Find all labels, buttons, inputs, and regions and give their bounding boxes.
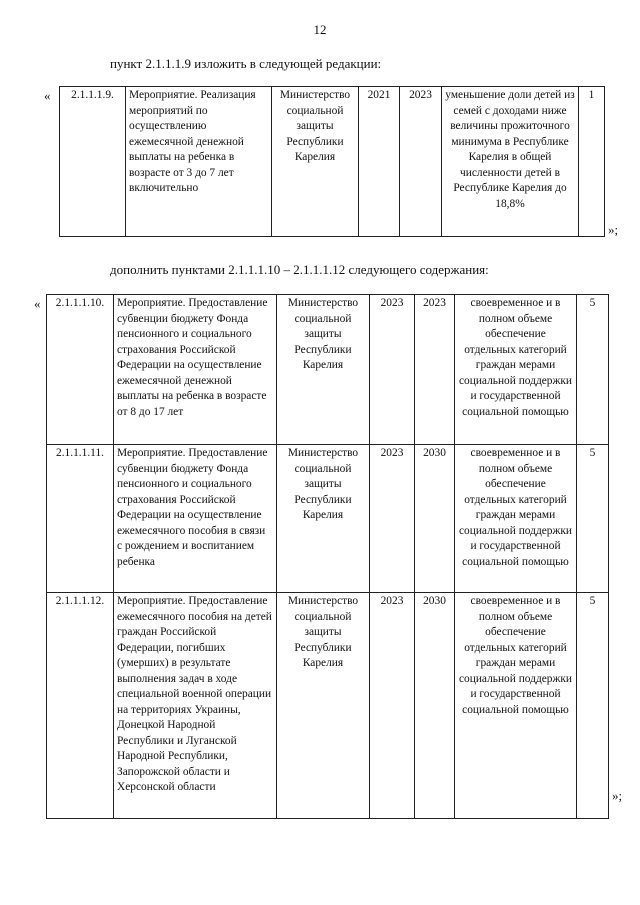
row-result: уменьшение доли детей из семей с доходами ниже величины прожиточного минимума в Республике Карелия в общей численности детей в Республике Карелия до 18,8% (442, 87, 579, 237)
row-code: 1 (579, 87, 605, 237)
row-end-year: 2023 (415, 295, 455, 445)
row-code: 5 (577, 295, 609, 445)
row-start-year: 2023 (370, 445, 415, 593)
open-quote-2: « (34, 296, 41, 311)
row-code: 5 (577, 593, 609, 819)
row-end-year: 2023 (400, 87, 442, 237)
row-start-year: 2021 (359, 87, 400, 237)
row-result: своевременное и в полном объеме обеспечение отдельных категорий граждан мерами социальной поддержки и государственной социальной помощью (455, 445, 577, 593)
row-event: Мероприятие. Предоставление субвенции бюджету Фонда пенсионного и социального страхования Российской Федерации на осуществление ежемесячного пособия в связи с рождением и воспитанием ребенка (114, 445, 277, 593)
row-code: 5 (577, 445, 609, 593)
table-row (47, 445, 609, 593)
row-executor: Министерство социальной защиты Республики Карелия (277, 445, 370, 593)
row-number: 2.1.1.1.11. (47, 445, 114, 593)
row-result: своевременное и в полном объеме обеспечение отдельных категорий граждан мерами социальной поддержки и государственной социальной помощью (455, 295, 577, 445)
open-quote-1: « (44, 88, 51, 103)
row-start-year: 2023 (370, 593, 415, 819)
table-item-2-1-1-1-9 (59, 86, 605, 237)
table-row (60, 87, 605, 237)
row-executor: Министерство социальной защиты Республики Карелия (272, 87, 359, 237)
row-event: Мероприятие. Реализация мероприятий по осуществлению ежемесячной денежной выплаты на ребенка в возрасте от 3 до 7 лет включительно (126, 87, 272, 237)
table-row (47, 593, 609, 819)
row-end-year: 2030 (415, 445, 455, 593)
row-executor: Министерство социальной защиты Республики Карелия (277, 593, 370, 819)
row-number: 2.1.1.1.9. (60, 87, 126, 237)
amend-instruction-1: пункт 2.1.1.1.9 изложить в следующей редакции: (110, 56, 382, 71)
row-event: Мероприятие. Предоставление ежемесячного пособия на детей граждан Российской Федерации, погибших (умерших) в результате выполнения задач в ходе специальной военной операции на территориях Украины, Донецкой Народной Республики и Луганской Народной Республики, Запорожской области и Херсонской области (114, 593, 277, 819)
amend-instruction-2: дополнить пунктами 2.1.1.1.10 – 2.1.1.1.12 следующего содержания: (110, 262, 489, 277)
row-number: 2.1.1.1.10. (47, 295, 114, 445)
row-number: 2.1.1.1.12. (47, 593, 114, 819)
row-start-year: 2023 (370, 295, 415, 445)
row-executor: Министерство социальной защиты Республики Карелия (277, 295, 370, 445)
row-end-year: 2030 (415, 593, 455, 819)
row-result: своевременное и в полном объеме обеспечение отдельных категорий граждан мерами социальной поддержки и государственной социальной помощью (455, 593, 577, 819)
table-row (47, 295, 609, 445)
close-quote-2: »; (612, 788, 623, 803)
page-number: 12 (313, 22, 327, 37)
close-quote-1: »; (608, 222, 619, 237)
row-event: Мероприятие. Предоставление субвенции бюджету Фонда пенсионного и социального страхования Российской Федерации на осуществление ежемесячной денежной выплаты на ребенка в возрасте от 8 до 17 лет (114, 295, 277, 445)
table-items-2-1-1-1-10-12 (46, 294, 609, 819)
